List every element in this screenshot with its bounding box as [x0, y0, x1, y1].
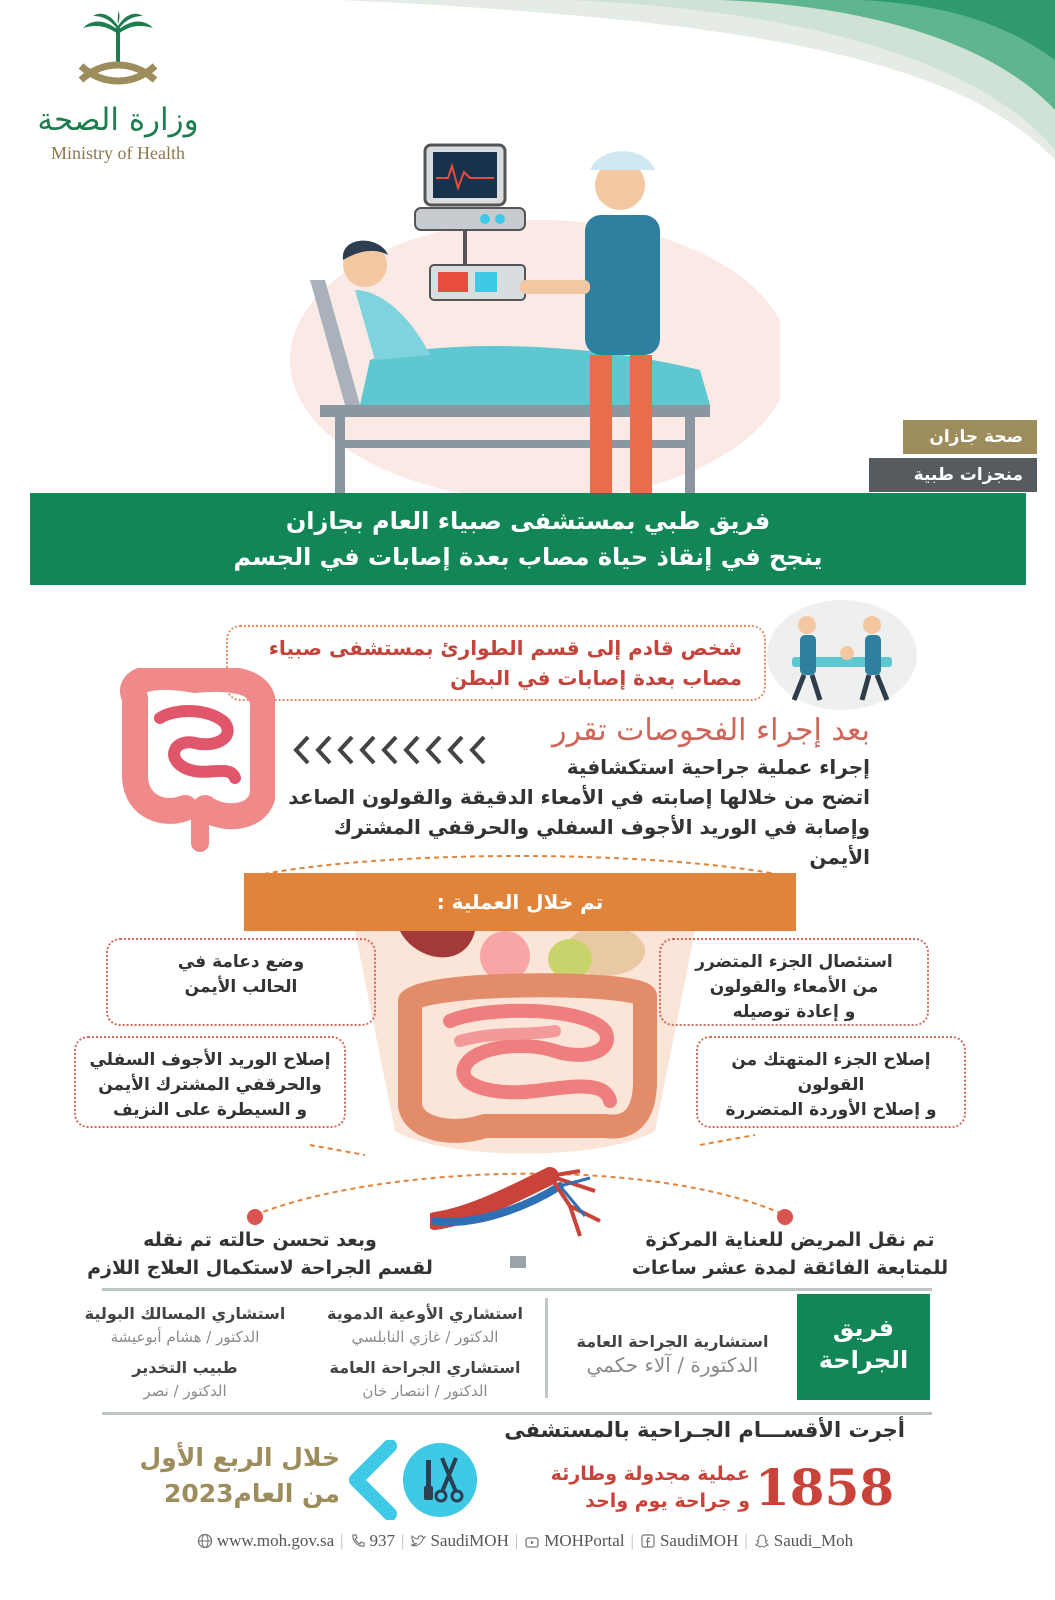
followup-icu-line-1: تم نقل المريض للعناية المركزة: [645, 1229, 935, 1251]
footer-website-text: www.moh.gov.sa: [216, 1531, 335, 1550]
arrival-line-2: مصاب بعدة إصابات في البطن: [450, 666, 742, 690]
footer-separator: |: [514, 1531, 519, 1550]
procedure-resection: [659, 938, 929, 1026]
team-member-name: الدكتور / انتصار خان: [362, 1382, 488, 1400]
footer-separator: |: [744, 1531, 748, 1550]
stats-desc-line-2: و جراحة يوم واحد: [585, 1490, 750, 1512]
divider-2: [102, 1412, 932, 1415]
team-label-line-2: الجراحة: [818, 1346, 909, 1374]
team-lead-name: الدكتورة / آلاء حكمي: [586, 1353, 759, 1377]
title-line-1: فريق طبي بمستشفى صبياء العام بجازان: [285, 507, 771, 535]
twitter-icon: [410, 1533, 426, 1549]
arrival-line-1: شخص قادم إلى قسم الطوارئ بمستشفى صبياء: [268, 636, 742, 660]
paramedics-stretcher-illustration: [752, 595, 917, 710]
decision-line-1: إجراء عملية جراحية استكشافية: [566, 755, 870, 779]
footer-separator: |: [630, 1531, 634, 1550]
region-tag: صحة جازان: [903, 420, 1037, 454]
team-member-role: طبيب التخدير: [132, 1358, 238, 1377]
logo-english-text: Ministry of Health: [51, 143, 185, 163]
footer-youtube[interactable]: [518, 1531, 630, 1551]
footer-facebook-text: SaudiMOH: [659, 1531, 739, 1550]
title-banner: [30, 493, 1026, 585]
procedure-resection-line-3: و إعادة توصيله: [732, 1002, 856, 1022]
hero-illustration: [280, 140, 780, 500]
team-label-line-1: فريق: [832, 1314, 895, 1342]
team-member-role: استشاري المسالك البولية: [84, 1304, 286, 1323]
team-member-role: استشاري الأوعية الدموية: [327, 1304, 523, 1323]
procedure-vein-repair: [74, 1036, 346, 1128]
procedure-stent-line-1: وضع دعامة في: [177, 952, 305, 972]
team-member-name: الدكتور / هشام أبوعيشة: [110, 1328, 260, 1346]
footer-phone[interactable]: [344, 1531, 405, 1551]
footer-phone-text: 937: [369, 1531, 396, 1550]
followup-ward: [80, 1226, 440, 1282]
chevron-arrows-icon: [290, 733, 490, 767]
team-member-name: الدكتور / نصر: [143, 1382, 227, 1400]
footer-twitter[interactable]: [404, 1531, 514, 1551]
small-marker: [510, 1256, 526, 1268]
followup-ward-line-2: لقسم الجراحة لاستكمال العلاج اللازم: [87, 1257, 433, 1279]
footer-snapchat-text: Saudi_Moh: [773, 1531, 854, 1550]
decision-line-3: وإصابة في الوريد الأجوف السفلي والحرقفي المشترك الأيمن: [333, 815, 870, 869]
footer-website[interactable]: [191, 1531, 340, 1551]
footer-separator: |: [401, 1531, 405, 1550]
team-member: [310, 1356, 540, 1402]
period-label: [135, 1440, 340, 1512]
surgery-team-label: [797, 1294, 930, 1400]
globe-icon: [197, 1533, 213, 1549]
stats-description: [551, 1461, 750, 1515]
operation-header: تم خلال العملية :: [244, 873, 796, 931]
footer-snapchat[interactable]: [748, 1531, 859, 1551]
team-lead: [560, 1330, 785, 1376]
phone-icon: [350, 1533, 366, 1549]
decision-line-2: اتضح من خلالها إصابته في الأمعاء الدقيقة والقولون الصاعد: [288, 785, 870, 809]
procedure-vein-line-3: و السيطرة على النزيف: [112, 1100, 308, 1120]
followup-icu: [610, 1226, 970, 1282]
team-member: [70, 1302, 300, 1348]
footer-separator: |: [340, 1531, 344, 1550]
footer-contacts: [140, 1526, 910, 1556]
divider-1: [102, 1288, 932, 1291]
stats-heading: أجرت الأقســـام الجـراحية بالمستشفى: [504, 1418, 905, 1442]
stats-number: 1858: [755, 1458, 895, 1517]
logo-arabic-text: وزارة الصحة: [37, 102, 199, 138]
decision-heading: بعد إجراء الفحوصات تقرر: [552, 713, 870, 748]
procedure-colon-line-1: إصلاح الجزء المتهتك من القولون: [731, 1050, 931, 1095]
chevron-left-icon: [346, 1440, 398, 1520]
surgical-tools-icon: [402, 1442, 478, 1518]
arrival-box: [226, 625, 766, 701]
team-member-name: الدكتور / غازي النابلسي: [351, 1328, 499, 1346]
followup-icu-line-2: للمتابعة الفائقة لمدة عشر ساعات: [631, 1257, 949, 1279]
moh-logo: [28, 10, 208, 163]
procedure-stent: [106, 938, 376, 1026]
procedure-colon-repair: [696, 1036, 966, 1128]
footer-facebook[interactable]: [634, 1531, 744, 1551]
period-line-1: خلال الربع الأول: [139, 1443, 340, 1472]
team-member-role: استشاري الجراحة العامة: [329, 1358, 521, 1377]
procedure-stent-line-2: الحالب الأيمن: [184, 977, 298, 997]
team-member: [70, 1356, 300, 1402]
procedure-vein-line-2: والحرقفي المشترك الأيمن: [98, 1075, 322, 1095]
period-line-2: من العام2023: [163, 1479, 340, 1508]
palm-swords-emblem-icon: [73, 10, 163, 100]
header-swoosh: [340, 0, 1055, 160]
facebook-icon: [640, 1533, 656, 1549]
procedure-colon-line-2: و إصلاح الأوردة المتضررة: [725, 1100, 937, 1120]
team-separator: [545, 1298, 548, 1398]
procedure-resection-line-1: استئصال الجزء المتضرر: [695, 952, 893, 972]
team-lead-role: استشارية الجراحة العامة: [576, 1332, 769, 1351]
stats-desc-line-1: عملية مجدولة وطارئة: [550, 1463, 750, 1485]
intestine-illustration: [115, 668, 275, 853]
youtube-icon: [524, 1533, 540, 1549]
procedure-resection-line-2: من الأمعاء والقولون: [709, 977, 879, 997]
snapchat-icon: [754, 1533, 770, 1549]
footer-twitter-text: SaudiMOH: [430, 1531, 509, 1550]
category-tag: منجزات طبية: [869, 458, 1037, 492]
followup-ward-line-1: وبعد تحسن حالته تم نقله: [143, 1229, 377, 1251]
title-line-2: ينجح في إنقاذ حياة مصاب بعدة إصابات في الجسم: [233, 543, 823, 571]
procedure-vein-line-1: إصلاح الوريد الأجوف السفلي: [89, 1050, 331, 1070]
team-member: [310, 1302, 540, 1348]
blood-vessels-illustration: [430, 1166, 610, 1256]
footer-youtube-text: MOHPortal: [544, 1531, 625, 1550]
